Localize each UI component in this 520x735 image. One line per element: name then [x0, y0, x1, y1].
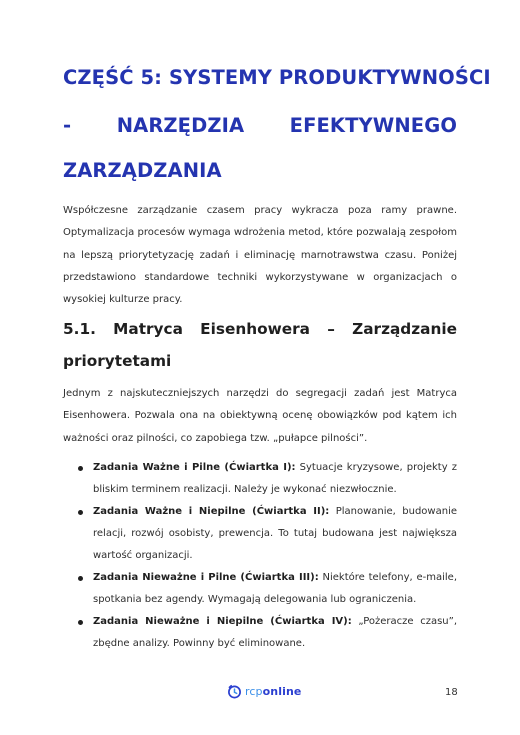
page-number: 18 [445, 687, 458, 698]
section-heading-word: 5.1. [63, 320, 96, 338]
section-heading-line-1 [63, 320, 457, 338]
section-heading-word: Matryca [113, 320, 183, 338]
list-item-title: Zadania Nieważne i Pilne (Ćwiartka III): [93, 572, 319, 583]
section-paragraph: Jednym z najskuteczniejszych narzędzi do segregacji zadań jest Matryca Eisenhowera. Pozwala ona na obiektywną ocenę obowiązków pod kątem ich ważności oraz pilności, co zapobiega tzw. „pułapce pilności”. [63, 388, 457, 444]
bullet-icon [78, 576, 83, 581]
section-heading-line-2: priorytetami [63, 352, 172, 370]
list-item [63, 457, 457, 501]
list-item-text: „Pożeracze czasu”, zbędne analizy. Powinny być eliminowane. [93, 616, 458, 649]
section-heading-word: Eisenhowera [200, 320, 310, 338]
list-item-title: Zadania Ważne i Niepilne (Ćwiartka II): [93, 506, 330, 517]
list-item [63, 611, 457, 655]
list-item [63, 567, 457, 611]
bullet-icon [78, 620, 83, 625]
chapter-title-word: - [63, 114, 72, 137]
section-heading-word: Zarządzanie [352, 320, 457, 338]
list-item-text: Planowanie, budowanie relacji, rozwój osobisty, prewencja. To tutaj budowana jest największa wartość organizacji. [93, 506, 457, 561]
chapter-title-word: NARZĘDZIA [116, 114, 245, 137]
chapter-title-line-1: CZĘŚĆ 5: SYSTEMY PRODUKTYWNOŚCI [63, 66, 491, 89]
chapter-title-line-2 [63, 114, 457, 137]
chapter-title-line-3: ZARZĄDZANIA [63, 159, 222, 182]
logo-wordmark: rcponline [245, 685, 302, 698]
list-item-text: Niektóre telefony, e-maile, spotkania bez agendy. Wymagają delegowania lub ograniczenia. [93, 572, 457, 605]
bullet-icon [78, 510, 83, 515]
list-item-title: Zadania Ważne i Pilne (Ćwiartka I): [93, 462, 296, 473]
eisenhower-quadrant-list [63, 457, 457, 655]
chapter-title-word: EFEKTYWNEGO [289, 114, 457, 137]
bullet-icon [78, 466, 83, 471]
list-item [63, 501, 457, 567]
rcponline-logo [227, 684, 301, 699]
list-item-title: Zadania Nieważne i Niepilne (Ćwiartka IV): [93, 616, 352, 627]
intro-paragraph: Współczesne zarządzanie czasem pracy wykracza poza ramy prawne. Optymalizacja procesów wymaga wdrożenia metod, które pozwalają zespołom na lepszą priorytetyzację zadań i eliminację marnotrawstwa czasu. Poniżej przedstawiono standardowe techniki wykorzystywane w organizacjach o wysokiej kulturze pracy. [63, 205, 457, 306]
section-heading-word: – [327, 320, 335, 338]
list-item-text: Sytuacje kryzysowe, projekty z bliskim terminem realizacji. Należy je wykonać niezwłocznie. [93, 462, 457, 495]
clock-logo-icon [227, 684, 242, 699]
